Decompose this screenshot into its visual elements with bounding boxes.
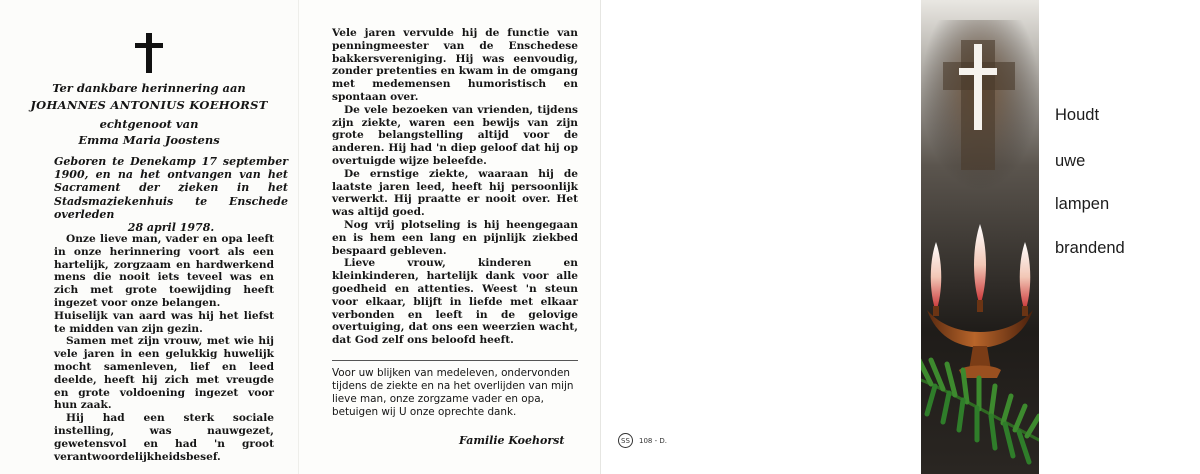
thanks-text: Voor uw blijken van medeleven, ondervonden tijdens de ziekte en na het overlijden van mijn lieve man, onze zorgzame vader en opa, betuigen wij U onze oprechte dank. — [332, 367, 574, 418]
biography-column-1 — [54, 233, 274, 463]
publisher-mark — [618, 433, 667, 448]
card-panel-left — [0, 0, 298, 474]
paragraph: Vele jaren vervulde hij de functie van penningmeester van de Enschedese bakkersvereniging. Hij was eenvoudig, zonder pretenties en kwam in de omgang met medemensen humoristisch en spontaan over. — [332, 27, 578, 103]
cross-icon — [135, 33, 163, 73]
card-panel-middle — [298, 0, 600, 474]
family-signature: Familie Koehorst — [459, 434, 565, 447]
paragraph: Huiselijk van aard was hij het liefst te midden van zijn gezin. — [54, 309, 274, 335]
death-date: 28 april 1978. — [127, 221, 215, 235]
divider — [332, 360, 578, 361]
paragraph: Onze lieve man, vader en opa leeft in onze herinnering voort als een hartelijk, zorgzaam en hardwerkend mens die nooit iets teveel was en zich met grote toewijding heeft ingezet voor onze belangen. — [54, 233, 274, 309]
paragraph: Samen met zijn vrouw, met wie hij vele jaren in een gelukkig huwelijk mocht samenleven, lief en leed deelde, heeft hij zich met vreugde en grote voldoening ingezet voor hun zaak. — [54, 335, 274, 412]
paragraph: Hij had een sterk sociale instelling, was nauwgezet, gewetensvol en had 'n groot verantwoordelijkheidsbesef. — [54, 412, 274, 463]
intro-line: Ter dankbare herinnering aan — [52, 81, 246, 95]
spouse-name: Emma Maria Joostens — [78, 133, 220, 147]
birth-text: Geboren te Denekamp 17 september 1900, en na het ontvangen van het Sacrament der zieken in het Stadsmaziekenhuis te Enschede overleden — [54, 155, 288, 221]
deceased-name: JOHANNES ANTONIUS KOEHORST — [30, 98, 268, 112]
paragraph: Nog vrij plotseling is hij heengegaan en is hem een lang en pijnlijk ziekbed bespaard gebleven. — [332, 218, 578, 257]
verse-line-2: uwe — [1055, 152, 1086, 170]
paragraph: Lieve vrouw, kinderen en kleinkinderen, hartelijk dank voor alle goedheid en attenties. Weest 'n steun voor elkaar, blijft in liefde met elkaar verbonden en leeft in de gelovige overtuiging, dat ons een weerzien wacht, dat God zelf ons beloofd heeft. — [332, 257, 578, 347]
spouse-label: echtgenoot van — [99, 117, 199, 131]
publisher-code: 108 - D. — [639, 436, 667, 445]
paragraph: De ernstige ziekte, waaraan hij de laatste jaren leed, heeft hij persoonlijk verwerkt. Hij praatte er nooit over. Het was altijd goed. — [332, 167, 578, 219]
biography-column-2 — [332, 27, 578, 347]
publisher-logo-icon: SS — [618, 433, 633, 448]
verse-line-1: Houdt — [1055, 106, 1100, 124]
birth-death-text — [54, 155, 288, 234]
verse-line-3: lampen — [1055, 195, 1110, 213]
oil-lamp-artwork — [921, 0, 1039, 474]
verse-line-4: brandend — [1055, 239, 1125, 257]
paragraph: De vele bezoeken van vrienden, tijdens zijn ziekte, waren een bewijs van zijn grote belangstelling altijd voor de anderen. Hij had 'n diep geloof dat hij op overtuigde wijze beleefde. — [332, 103, 578, 167]
card-panel-right — [600, 0, 1200, 474]
